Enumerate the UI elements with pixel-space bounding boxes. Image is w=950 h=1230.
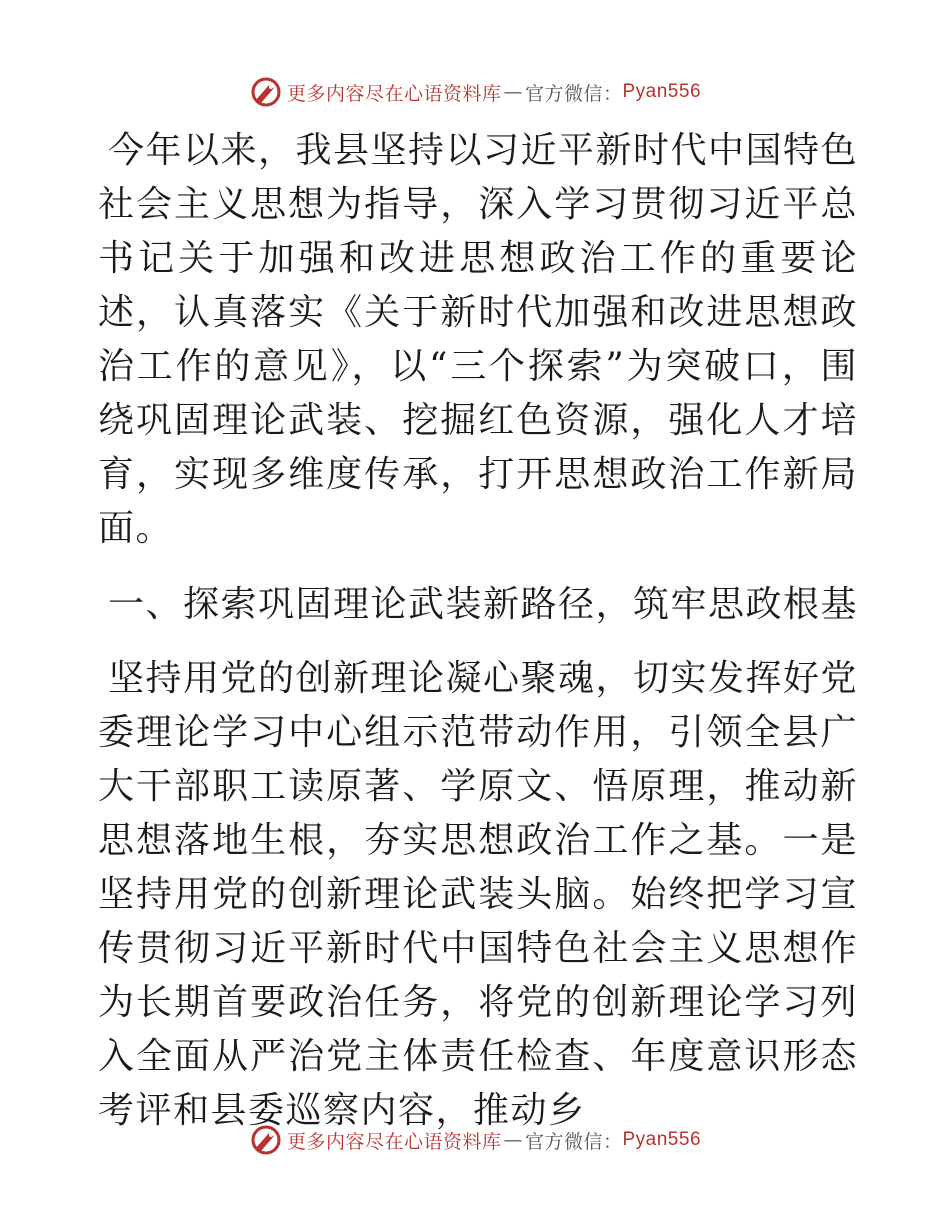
header-source-text: 更多内容尽在心语资料库 xyxy=(286,82,502,105)
header-wechat-label: 官方微信： xyxy=(524,82,623,105)
footer-source-text: 更多内容尽在心语资料库 xyxy=(286,1130,502,1153)
paragraph-section-1: 坚持用党的创新理论凝心聚魂，切实发挥好党委理论学习中心组示范带动作用，引领全县广大干部职工读原著、学原文、悟原理，推动新思想落地生根，夯实思想政治工作之基。一是坚持用党的创新理论武装头脑。始终把学习宣传贯彻习近平新时代中国特色社会主义思想作为长期首要政治任务，将党的创新理论学习列入全面从严治党主体责任检查、年度意识形态考评和县委巡察内容，推动乡 xyxy=(98,658,859,1131)
footer-watermark xyxy=(0,1118,950,1162)
document-body xyxy=(98,124,858,1138)
footer-dash: — xyxy=(503,1129,523,1151)
paragraph-intro: 今年以来，我县坚持以习近平新时代中国特色社会主义思想为指导，深入学习贯彻习近平总书记关于加强和改进思想政治工作的重要论述，认真落实《关于新时代加强和改进思想政治工作的意见》，以“三个探索”为突破口，围绕巩固理论武装、挖掘红色资源，强化人才培育，实现多维度传承，打开思想政治工作新局面。 xyxy=(98,130,859,549)
pen-nib-logo-icon xyxy=(249,75,283,109)
section-heading: 一、探索巩固理论武装新路径，筑牢思政根基 xyxy=(108,584,859,625)
header-dash: — xyxy=(503,81,523,103)
footer-wechat-label: 官方微信： xyxy=(524,1130,623,1153)
pen-nib-logo-icon xyxy=(249,1123,283,1157)
header-account: Pyan556 xyxy=(622,81,702,102)
header-watermark xyxy=(0,70,950,114)
footer-account: Pyan556 xyxy=(622,1129,702,1150)
